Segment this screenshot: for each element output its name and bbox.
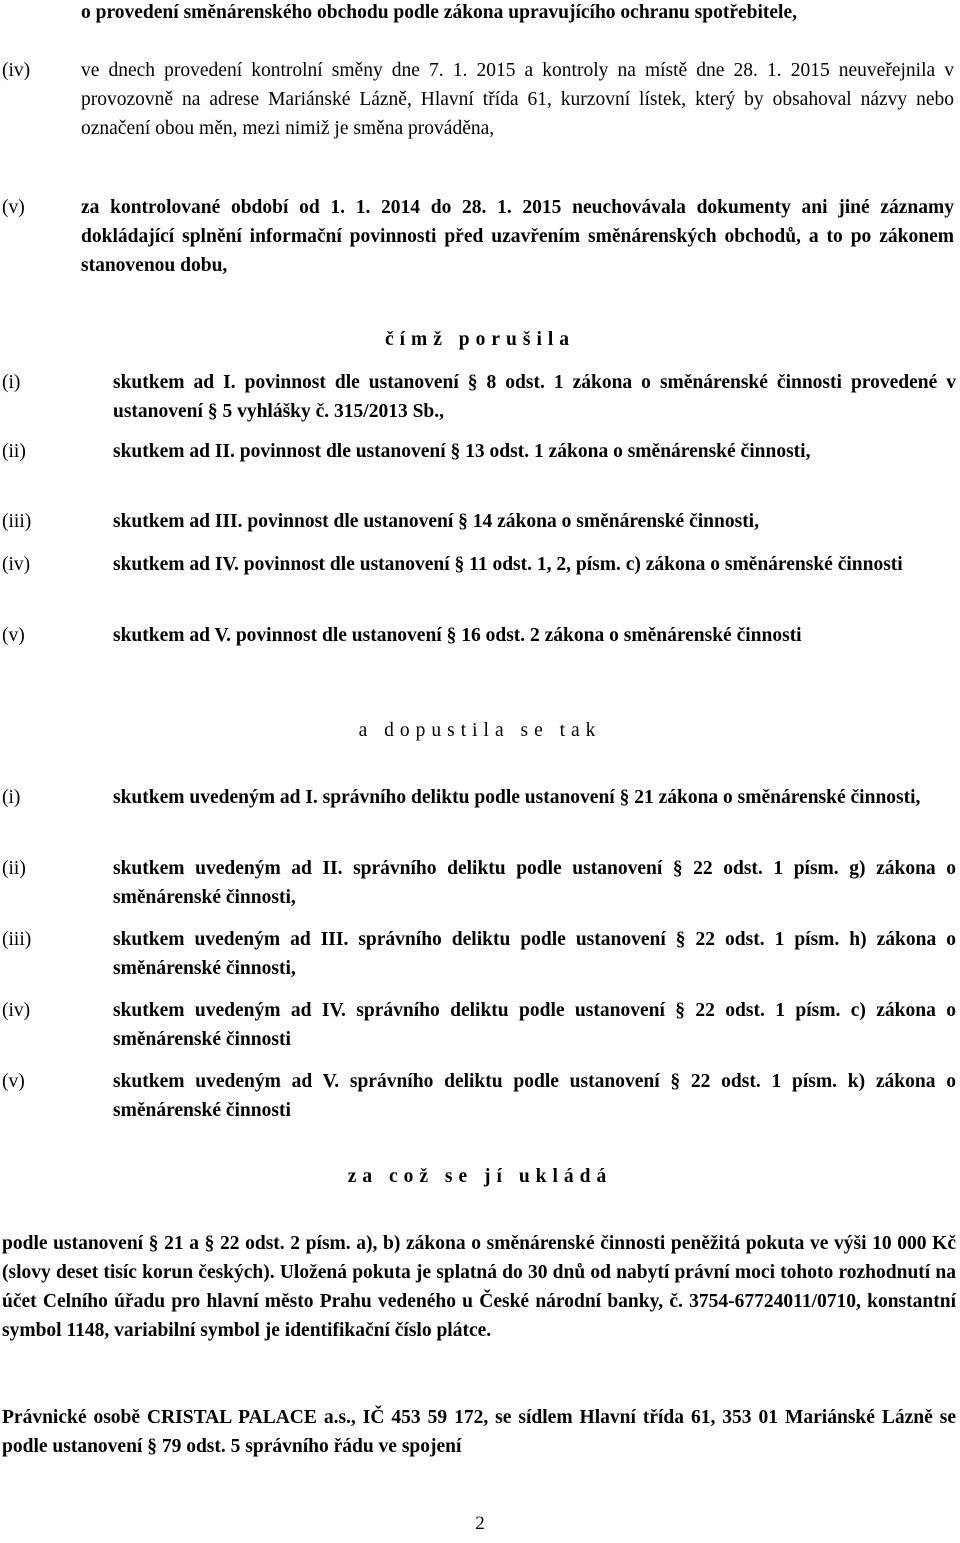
item-text-v: za kontrolované období od 1. 1. 2014 do 28. 1. 2015 neuchovávala dokumenty ani jiné záznamy dokládající splnění informační povinnosti před uzavřením směnárenských obchodů, a to po zákonem stanovenou dobu, <box>81 197 954 276</box>
s2-label-ii: (ii) <box>2 858 26 879</box>
item-label-v: (v) <box>2 197 25 218</box>
s2-label-iv: (iv) <box>2 1000 31 1021</box>
s1-label-iv: (iv) <box>2 554 31 575</box>
s2-label-iii: (iii) <box>2 929 32 950</box>
s1-label-v: (v) <box>2 625 25 646</box>
section-heading-uklada: za což se jí ukládá <box>347 1166 613 1187</box>
s2-text-ii: skutkem uvedeným ad II. správního deliktu podle ustanovení § 22 odst. 1 písm. g) zákona o směnárenské činnosti, <box>113 858 956 908</box>
s2-label-v: (v) <box>2 1071 25 1092</box>
s1-label-ii: (ii) <box>2 441 26 462</box>
s1-label-i: (i) <box>2 372 21 393</box>
penalty-paragraph: podle ustanovení § 21 a § 22 odst. 2 písm. a), b) zákona o směnárenské činnosti peněžitá pokuta ve výši 10 000 Kč (slovy deset tisíc korun českých). Uložená pokuta je splatná do 30 dnů od nabytí právní moci tohoto rozhodnutí na účet Celního úřadu pro hlavní město Prahu vedeného u České národní banky, č. 3754-67724011/0710, konstantní symbol 1148, variabilní symbol je identifikační číslo plátce. <box>2 1233 956 1341</box>
item-text-iv: ve dnech provedení kontrolní směny dne 7. 1. 2015 a kontroly na místě dne 28. 1. 2015 neuveřejnila v provozovně na adrese Mariánské Lázně, Hlavní třída 61, kurzovní lístek, který by obsahoval názvy nebo označení obou měn, mezi nimiž je směna prováděna, <box>81 60 954 139</box>
s1-label-iii: (iii) <box>2 511 32 532</box>
s2-text-i: skutkem uvedeným ad I. správního deliktu podle ustanovení § 21 zákona o směnárenské činnosti, <box>113 787 921 808</box>
s1-text-iv: skutkem ad IV. povinnost dle ustanovení § 11 odst. 1, 2, písm. c) zákona o směnárenské činnosti <box>113 554 903 575</box>
legal-entity-paragraph: Právnické osobě CRISTAL PALACE a.s., IČ 453 59 172, se sídlem Hlavní třída 61, 353 01 Mariánské Lázně se podle ustanovení § 79 odst. 5 správního řádu ve spojení <box>2 1407 956 1457</box>
s1-text-v: skutkem ad V. povinnost dle ustanovení § 16 odst. 2 zákona o směnárenské činnosti <box>113 625 802 646</box>
section-heading-dopustila: a dopustila se tak <box>358 720 602 741</box>
s1-text-i: skutkem ad I. povinnost dle ustanovení § 8 odst. 1 zákona o směnárenské činnosti provedené v ustanovení § 5 vyhlášky č. 315/2013 Sb., <box>113 372 956 422</box>
page-number: 2 <box>475 1513 485 1534</box>
section-heading-cimz: čímž porušila <box>384 329 576 350</box>
s2-text-iv: skutkem uvedeným ad IV. správního deliktu podle ustanovení § 22 odst. 1 písm. c) zákona o směnárenské činnosti <box>113 1000 956 1050</box>
s2-text-v: skutkem uvedeným ad V. správního deliktu podle ustanovení § 22 odst. 1 písm. k) zákona o směnárenské činnosti <box>113 1071 956 1121</box>
s2-text-iii: skutkem uvedeným ad III. správního deliktu podle ustanovení § 22 odst. 1 písm. h) zákona o směnárenské činnosti, <box>113 929 956 979</box>
item-label-iv: (iv) <box>2 60 31 81</box>
s1-text-ii: skutkem ad II. povinnost dle ustanovení § 13 odst. 1 zákona o směnárenské činnosti, <box>113 441 811 462</box>
continued-clause: o provedení směnárenského obchodu podle zákona upravujícího ochranu spotřebitele, <box>81 2 797 23</box>
s2-label-i: (i) <box>2 787 21 808</box>
s1-text-iii: skutkem ad III. povinnost dle ustanovení § 14 zákona o směnárenské činnosti, <box>113 511 759 532</box>
